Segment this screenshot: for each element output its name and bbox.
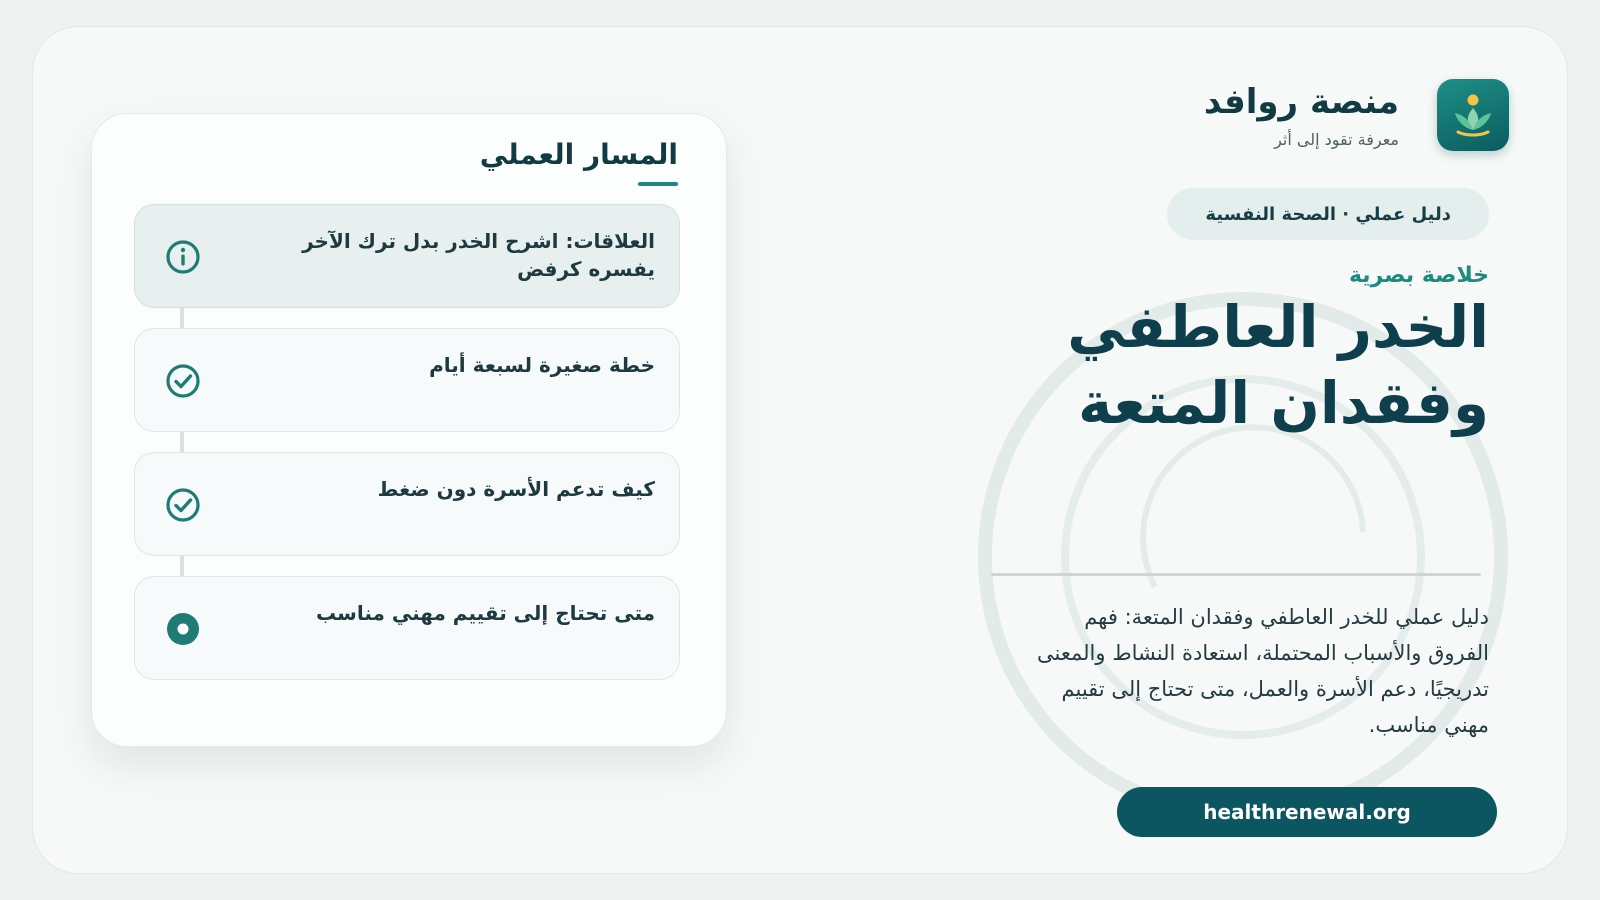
website-link-button[interactable]: healthrenewal.org: [1117, 787, 1497, 837]
page-title: [929, 289, 1489, 441]
description-text: دليل عملي للخدر العاطفي وفقدان المتعة: فهم الفروق والأسباب المحتملة، استعادة النشاط والمعنى تدريجيًا، دعم الأسرة والعمل، متى تحتاج إلى تقييم مهني مناسب.: [1037, 605, 1489, 737]
card-title: المسار العملي: [479, 138, 678, 171]
category-pill: دليل عملي · الصحة النفسية: [1167, 188, 1489, 240]
lotus-logo-icon: [1437, 79, 1509, 151]
kicker-label: خلاصة بصرية: [1348, 263, 1489, 288]
check-circle-icon: [165, 487, 201, 523]
step-label: خطة صغيرة لسبعة أيام: [429, 353, 655, 377]
info-circle-icon: [165, 239, 201, 275]
timeline-connector: [180, 554, 184, 576]
timeline-connector: [180, 430, 184, 452]
card-title-underline: [638, 182, 678, 186]
dot-circle-icon: [165, 611, 201, 647]
practical-path-card: [91, 113, 727, 747]
step-label: متى تحتاج إلى تقييم مهني مناسب: [315, 601, 655, 625]
brand-name: منصة روافد: [1203, 81, 1399, 122]
divider-line: [991, 573, 1481, 576]
page-frame: [32, 26, 1568, 874]
step-item-professional-assessment[interactable]: [134, 576, 680, 680]
step-label: العلاقات: اشرح الخدر بدل ترك الآخر يفسره كرفض: [302, 229, 655, 281]
step-item-relationships[interactable]: [134, 204, 680, 308]
step-item-family-support[interactable]: [134, 452, 680, 556]
brand-tagline: معرفة تقود إلى أثر: [1274, 129, 1399, 149]
check-circle-icon: [165, 363, 201, 399]
timeline-connector: [180, 306, 184, 328]
brand-header: [1204, 79, 1509, 151]
step-item-seven-day-plan[interactable]: [134, 328, 680, 432]
step-label: كيف تدعم الأسرة دون ضغط: [377, 477, 655, 501]
title-line-2: وفقدان المتعة: [1078, 369, 1489, 437]
title-line-1: الخدر العاطفي: [1067, 293, 1489, 361]
